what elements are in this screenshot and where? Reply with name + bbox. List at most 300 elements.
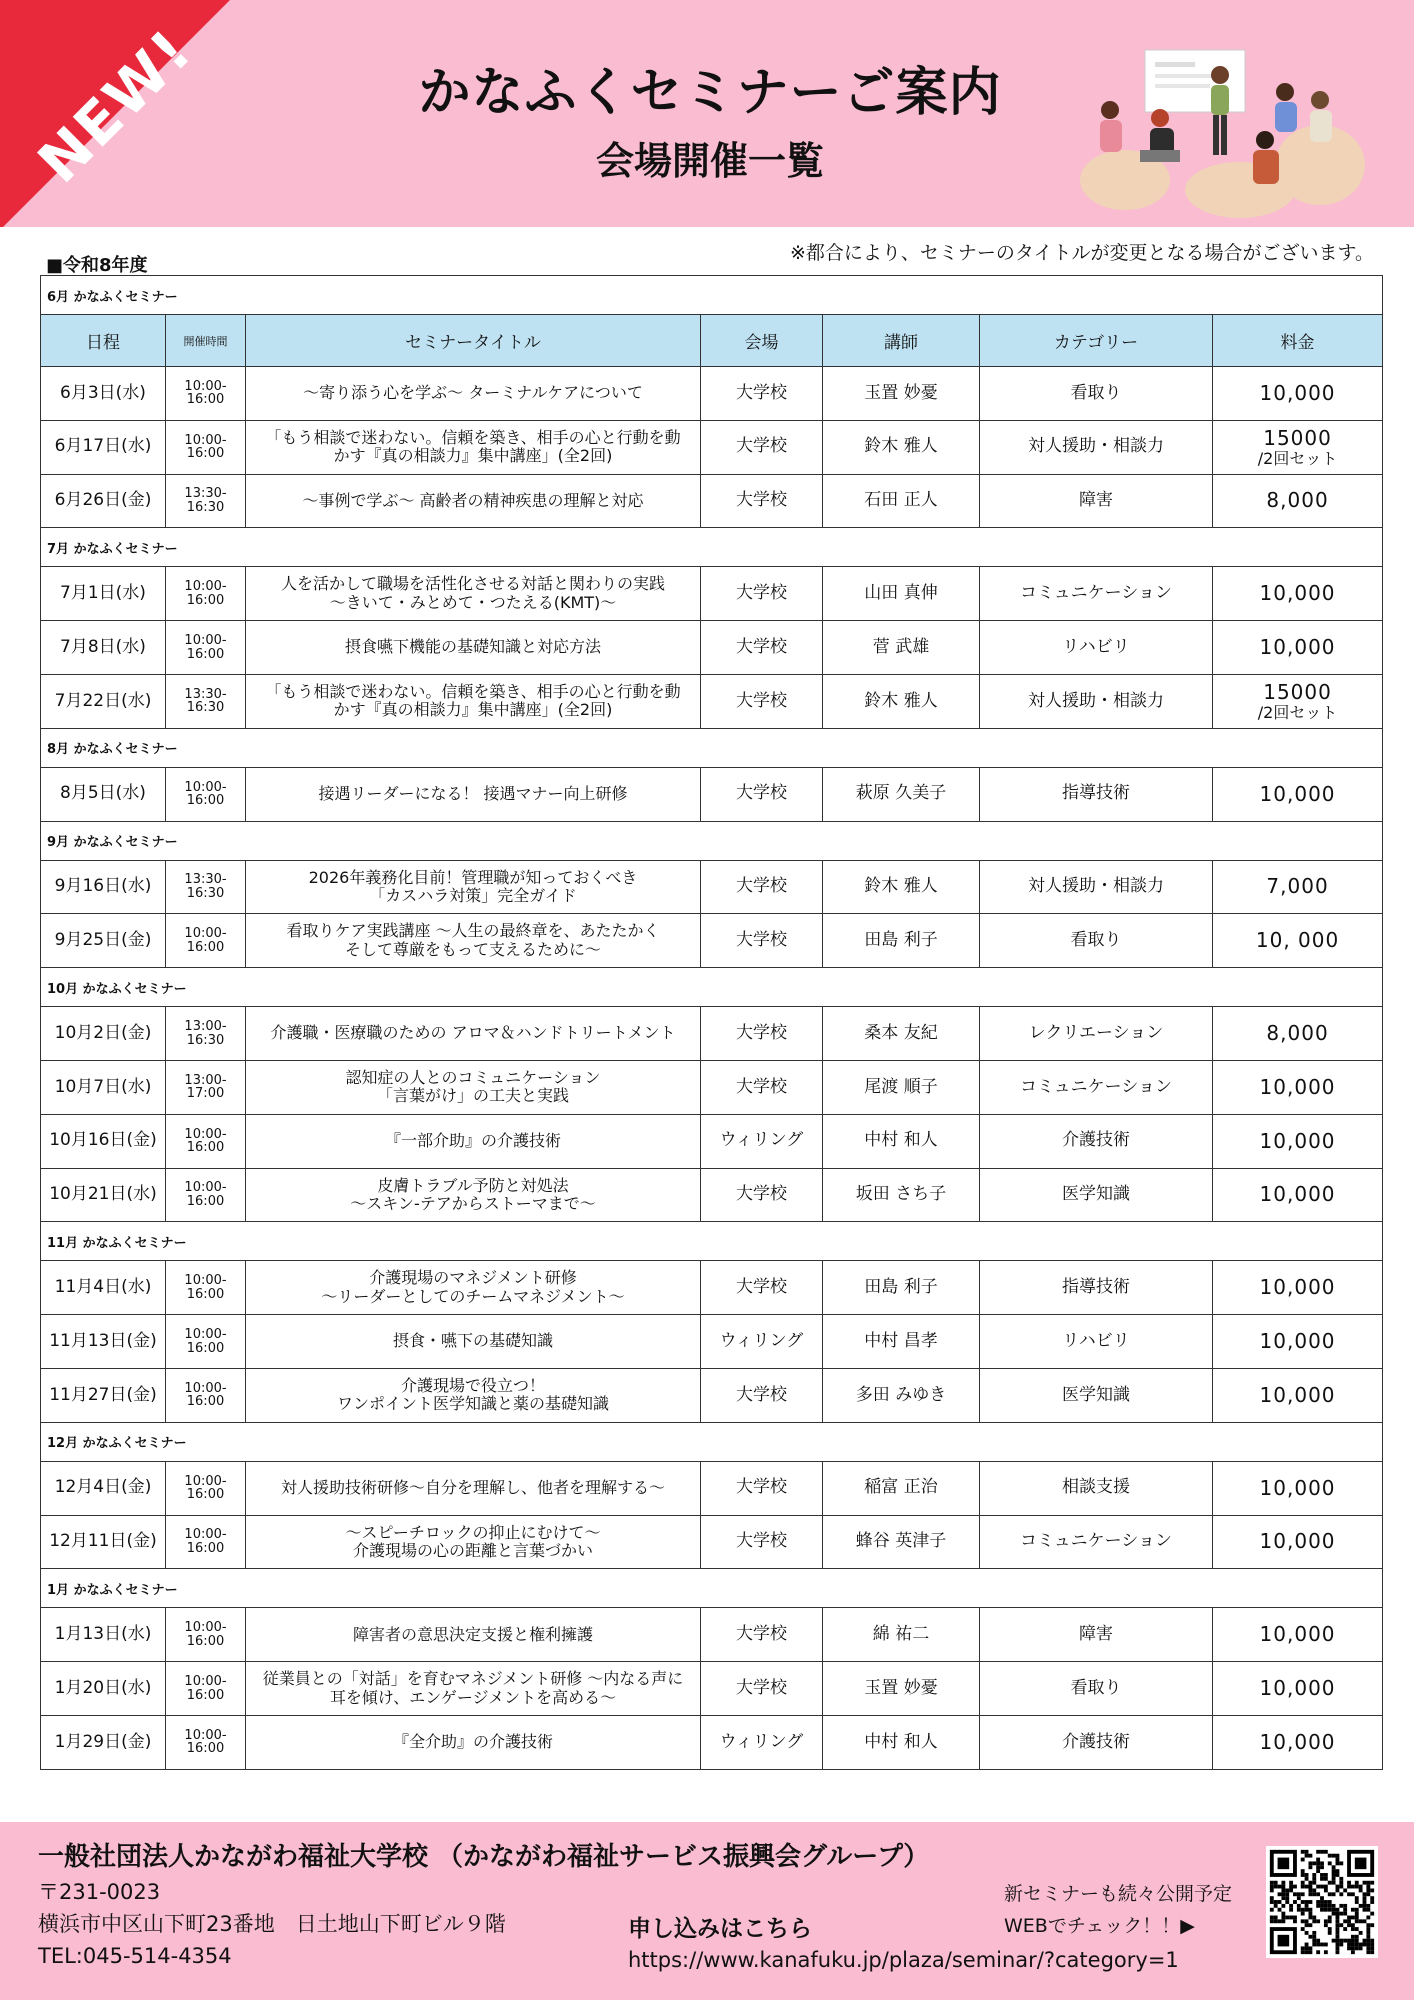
seminar-time-line: 16:00 xyxy=(186,446,225,462)
phone-number: TEL:045-514-4354 xyxy=(38,1944,232,1968)
seminar-time-line: 10:00- xyxy=(184,378,227,394)
seminar-time-line: 16:30 xyxy=(186,499,225,515)
contact-info xyxy=(38,1876,506,1972)
table-row xyxy=(41,860,1383,914)
seminar-title xyxy=(246,1461,701,1515)
month-row xyxy=(41,728,1383,767)
fee-amount: 10,000 xyxy=(1259,1128,1336,1153)
seminar-title xyxy=(246,1060,701,1114)
seminar-instructor: 萩原 久美子 xyxy=(823,767,980,821)
fee-amount: 10,000 xyxy=(1259,1676,1336,1701)
seminar-time xyxy=(166,1168,246,1222)
table-row xyxy=(41,474,1383,528)
seminar-title xyxy=(246,1168,701,1222)
seminar-fee xyxy=(1213,1662,1383,1716)
seminar-time-line: 13:30- xyxy=(184,686,227,702)
seminar-title-line: ～スピーチロックの抑止にむけて～ xyxy=(345,1522,601,1542)
seminar-time-line: 10:00- xyxy=(184,1273,227,1289)
month-row xyxy=(41,528,1383,567)
seminar-date: 9月25日(金) xyxy=(41,914,166,968)
seminar-venue: 大学校 xyxy=(701,567,823,621)
seminar-fee xyxy=(1213,1060,1383,1114)
table-row xyxy=(41,674,1383,728)
seminar-time-line: 16:00 xyxy=(186,1340,225,1356)
month-row xyxy=(41,1569,1383,1608)
fee-amount: 10,000 xyxy=(1259,1622,1336,1647)
seminar-instructor: 中村 和人 xyxy=(823,1715,980,1769)
seminar-instructor: 山田 真伸 xyxy=(823,567,980,621)
seminar-time-line: 16:00 xyxy=(186,1286,225,1302)
seminar-time-line: 10:00- xyxy=(184,579,227,595)
fee-amount: 10,000 xyxy=(1259,380,1336,405)
table-row xyxy=(41,1662,1383,1716)
seminar-time-line: 16:00 xyxy=(186,1633,225,1649)
seminar-instructor: 田島 利子 xyxy=(823,1261,980,1315)
seminar-venue: 大学校 xyxy=(701,1368,823,1422)
seminar-date: 8月5日(水) xyxy=(41,767,166,821)
seminar-time xyxy=(166,914,246,968)
seminar-time xyxy=(166,767,246,821)
seminar-venue: 大学校 xyxy=(701,367,823,421)
seminar-title-line: 介護現場で役立つ！ xyxy=(400,1375,545,1395)
seminar-title xyxy=(246,1515,701,1569)
fee-amount: 10, 000 xyxy=(1255,928,1340,953)
seminar-title xyxy=(246,1315,701,1369)
seminar-time-line: 13:30- xyxy=(184,872,227,888)
seminar-instructor: 菅 武雄 xyxy=(823,621,980,675)
seminar-venue: 大学校 xyxy=(701,621,823,675)
seminar-time-line: 16:00 xyxy=(186,646,225,662)
seminar-category: 障害 xyxy=(980,474,1213,528)
seminar-title xyxy=(246,621,701,675)
seminar-title-line: 摂食・嚥下の基礎知識 xyxy=(392,1331,553,1351)
fiscal-year-label: ■令和8年度 xyxy=(46,255,148,276)
seminar-table xyxy=(40,275,1383,1770)
seminar-venue: ウィリング xyxy=(701,1715,823,1769)
seminar-time xyxy=(166,420,246,474)
seminar-date: 10月21日(水) xyxy=(41,1168,166,1222)
page-title: かなふくセミナーご案内 xyxy=(418,63,1002,123)
table-row xyxy=(41,1315,1383,1369)
table-row xyxy=(41,1715,1383,1769)
seminar-venue: 大学校 xyxy=(701,1608,823,1662)
seminar-title-line: かす『真の相談力』集中講座」(全2回) xyxy=(333,700,613,720)
fee-amount: 10,000 xyxy=(1259,1382,1336,1407)
seminar-time-line: 13:00- xyxy=(184,1072,227,1088)
seminar-category: 医学知識 xyxy=(980,1368,1213,1422)
column-header: 日程 xyxy=(41,315,166,367)
seminar-venue: 大学校 xyxy=(701,420,823,474)
seminar-date: 9月16日(水) xyxy=(41,860,166,914)
seminar-fee xyxy=(1213,914,1383,968)
seminar-date: 11月13日(金) xyxy=(41,1315,166,1369)
seminar-time-line: 16:00 xyxy=(186,1193,225,1209)
column-header: セミナータイトル xyxy=(246,315,701,367)
seminar-title xyxy=(246,1368,701,1422)
seminar-title-line: 耳を傾け、エンゲージメントを高める～ xyxy=(329,1687,617,1707)
seminar-instructor: 稲富 正治 xyxy=(823,1461,980,1515)
month-row xyxy=(41,276,1383,315)
seminar-title-line: 皮膚トラブル予防と対処法 xyxy=(377,1175,569,1195)
seminar-title xyxy=(246,767,701,821)
seminar-title-line: ～スキン-テアからストーマまで～ xyxy=(350,1193,596,1213)
seminar-title-line: かす『真の相談力』集中講座」(全2回) xyxy=(333,446,613,466)
seminar-category: レクリエーション xyxy=(980,1007,1213,1061)
seminar-time-line: 16:00 xyxy=(186,939,225,955)
seminar-category: リハビリ xyxy=(980,621,1213,675)
seminar-date: 1月29日(金) xyxy=(41,1715,166,1769)
fee-amount: 15000 xyxy=(1263,679,1332,704)
seminar-time xyxy=(166,1662,246,1716)
seminar-title xyxy=(246,914,701,968)
seminar-title-line: 接遇リーダーになる！ 接遇マナー向上研修 xyxy=(318,783,628,803)
seminar-category: 指導技術 xyxy=(980,767,1213,821)
seminar-date: 12月11日(金) xyxy=(41,1515,166,1569)
table-row xyxy=(41,420,1383,474)
seminar-venue: 大学校 xyxy=(701,914,823,968)
table-row xyxy=(41,1114,1383,1168)
seminar-category: 障害 xyxy=(980,1608,1213,1662)
seminar-date: 10月16日(金) xyxy=(41,1114,166,1168)
seminar-time xyxy=(166,1715,246,1769)
seminar-venue: 大学校 xyxy=(701,1060,823,1114)
seminar-time-line: 16:00 xyxy=(186,793,225,809)
seminar-time xyxy=(166,1114,246,1168)
seminar-instructor: 鈴木 雅人 xyxy=(823,860,980,914)
seminar-fee xyxy=(1213,1114,1383,1168)
table-row xyxy=(41,1261,1383,1315)
seminar-fee xyxy=(1213,567,1383,621)
column-header: 料金 xyxy=(1213,315,1383,367)
seminar-venue: 大学校 xyxy=(701,860,823,914)
seminar-venue: 大学校 xyxy=(701,1461,823,1515)
seminar-instructor: 綿 祐二 xyxy=(823,1608,980,1662)
seminar-time-line: 10:00- xyxy=(184,1673,227,1689)
seminar-category: 看取り xyxy=(980,1662,1213,1716)
seminar-date: 7月22日(水) xyxy=(41,674,166,728)
seminar-date: 11月4日(水) xyxy=(41,1261,166,1315)
seminar-date: 6月26日(金) xyxy=(41,474,166,528)
seminar-time-line: 16:30 xyxy=(186,1032,225,1048)
seminar-time-line: 10:00- xyxy=(184,1473,227,1489)
seminar-fee xyxy=(1213,860,1383,914)
fee-amount: 10,000 xyxy=(1259,1329,1336,1354)
seminar-fee xyxy=(1213,621,1383,675)
seminar-date: 7月1日(水) xyxy=(41,567,166,621)
seminar-date: 7月8日(水) xyxy=(41,621,166,675)
seminar-fee xyxy=(1213,367,1383,421)
seminar-category: 対人援助・相談力 xyxy=(980,420,1213,474)
seminar-date: 10月7日(水) xyxy=(41,1060,166,1114)
seminar-fee xyxy=(1213,767,1383,821)
title-change-notice: ※都合により、セミナーのタイトルが変更となる場合がございます。 xyxy=(789,242,1374,264)
seminar-instructor: 玉置 妙憂 xyxy=(823,1662,980,1716)
seminar-date: 12月4日(金) xyxy=(41,1461,166,1515)
seminar-venue: 大学校 xyxy=(701,767,823,821)
seminar-venue: ウィリング xyxy=(701,1315,823,1369)
seminar-title-line: 「言葉がけ」の工夫と実践 xyxy=(376,1086,569,1106)
organization-name: 一般社団法人かながわ福祉大学校 （かながわ福祉サービス振興会グループ） xyxy=(38,1842,930,1872)
seminar-time-line: 10:00- xyxy=(184,1326,227,1342)
seminar-category: コミュニケーション xyxy=(980,1060,1213,1114)
seminar-time-line: 10:00- xyxy=(184,926,227,942)
month-label: 12月 かなふくセミナー xyxy=(41,1422,1383,1461)
seminar-time xyxy=(166,1368,246,1422)
table-row xyxy=(41,1515,1383,1569)
seminar-time-line: 16:00 xyxy=(186,1741,225,1757)
seminar-instructor: 玉置 妙憂 xyxy=(823,367,980,421)
fee-amount: 10,000 xyxy=(1259,1275,1336,1300)
seminar-category: 医学知識 xyxy=(980,1168,1213,1222)
seminar-venue: 大学校 xyxy=(701,474,823,528)
seminar-title-line: ワンポイント医学知識と薬の基礎知識 xyxy=(336,1394,609,1414)
seminar-title xyxy=(246,860,701,914)
seminar-title-line: 人を活かして職場を活性化させる対話と関わりの実践 xyxy=(280,574,665,594)
seminar-time-line: 13:30- xyxy=(184,486,227,502)
seminar-fee xyxy=(1213,1315,1383,1369)
new-badge-text: NEW! xyxy=(24,15,206,197)
seminar-title xyxy=(246,420,701,474)
seminar-title-line: 介護職・医療職のための アロマ＆ハンドトリートメント xyxy=(270,1023,676,1043)
seminar-fee xyxy=(1213,1608,1383,1662)
table-row xyxy=(41,1060,1383,1114)
column-header: カテゴリー xyxy=(980,315,1213,367)
table-row xyxy=(41,621,1383,675)
fee-amount: 10,000 xyxy=(1259,581,1336,606)
seminar-title-line: 『全介助』の介護技術 xyxy=(392,1732,553,1752)
qr-code[interactable] xyxy=(1266,1846,1378,1958)
seminar-fee xyxy=(1213,1261,1383,1315)
seminar-category: リハビリ xyxy=(980,1315,1213,1369)
seminar-title-line: 2026年義務化目前！管理職が知っておくべき xyxy=(308,867,638,887)
seminar-fee xyxy=(1213,1461,1383,1515)
seminar-category: 対人援助・相談力 xyxy=(980,860,1213,914)
seminar-time-line: 16:00 xyxy=(186,1540,225,1556)
seminar-category: 看取り xyxy=(980,367,1213,421)
seminar-fee xyxy=(1213,1715,1383,1769)
fee-note: /2回セット xyxy=(1257,448,1338,468)
seminar-instructor: 多田 みゆき xyxy=(823,1368,980,1422)
seminar-time-line: 16:00 xyxy=(186,592,225,608)
table-row xyxy=(41,1368,1383,1422)
seminar-venue: 大学校 xyxy=(701,1515,823,1569)
seminar-time-line: 13:00- xyxy=(184,1018,227,1034)
fee-amount: 15000 xyxy=(1263,425,1332,450)
table-row xyxy=(41,367,1383,421)
seminar-title-line: 『一部介助』の介護技術 xyxy=(384,1130,561,1150)
seminar-title-line: 従業員との「対話」を育むマネジメント研修 ～内なる声に xyxy=(262,1669,684,1689)
seminar-illustration xyxy=(1070,40,1370,220)
seminar-fee xyxy=(1213,474,1383,528)
month-label: 10月 かなふくセミナー xyxy=(41,968,1383,1007)
seminar-instructor: 鈴木 雅人 xyxy=(823,674,980,728)
seminar-title xyxy=(246,567,701,621)
apply-link[interactable]: https://www.kanafuku.jp/plaza/seminar/?category=1 xyxy=(628,1948,1179,1972)
seminar-title-line: ～リーダーとしてのチームマネジメント～ xyxy=(321,1286,625,1306)
seminar-title-line: 介護現場のマネジメント研修 xyxy=(369,1268,577,1288)
month-label: 8月 かなふくセミナー xyxy=(41,728,1383,767)
month-row xyxy=(41,968,1383,1007)
seminar-date: 10月2日(金) xyxy=(41,1007,166,1061)
seminar-title-line: 摂食嚥下機能の基礎知識と対応方法 xyxy=(344,637,601,657)
seminar-fee xyxy=(1213,420,1383,474)
column-header: 開催時間 xyxy=(166,315,246,367)
month-label: 7月 かなふくセミナー xyxy=(41,528,1383,567)
seminar-title xyxy=(246,1261,701,1315)
seminar-time-line: 10:00- xyxy=(184,632,227,648)
seminar-title xyxy=(246,367,701,421)
seminar-time-line: 10:00- xyxy=(184,432,227,448)
fee-amount: 7,000 xyxy=(1266,874,1329,899)
fee-amount: 10,000 xyxy=(1259,1729,1336,1754)
seminar-time xyxy=(166,567,246,621)
seminar-time-line: 10:00- xyxy=(184,1380,227,1396)
table-row xyxy=(41,767,1383,821)
month-label: 6月 かなふくセミナー xyxy=(41,276,1383,315)
seminar-category: 介護技術 xyxy=(980,1114,1213,1168)
seminar-venue: 大学校 xyxy=(701,1261,823,1315)
seminar-fee xyxy=(1213,1007,1383,1061)
table-row xyxy=(41,1168,1383,1222)
seminar-category: 介護技術 xyxy=(980,1715,1213,1769)
fee-amount: 10,000 xyxy=(1259,1529,1336,1554)
seminar-title-line: 障害者の意思決定支援と権利擁護 xyxy=(352,1624,593,1644)
seminar-category: 対人援助・相談力 xyxy=(980,674,1213,728)
seminar-title-line: 介護現場の心の距離と言葉づかい xyxy=(352,1540,593,1560)
fee-amount: 8,000 xyxy=(1266,488,1329,513)
seminar-venue: 大学校 xyxy=(701,1168,823,1222)
table-row xyxy=(41,567,1383,621)
seminar-time xyxy=(166,1515,246,1569)
seminar-fee xyxy=(1213,674,1383,728)
seminar-category: 相談支援 xyxy=(980,1461,1213,1515)
seminar-instructor: 田島 利子 xyxy=(823,914,980,968)
seminar-fee xyxy=(1213,1515,1383,1569)
fee-amount: 10,000 xyxy=(1259,781,1336,806)
fee-amount: 10,000 xyxy=(1259,1074,1336,1099)
seminar-date: 6月3日(水) xyxy=(41,367,166,421)
seminar-category: コミュニケーション xyxy=(980,567,1213,621)
month-row xyxy=(41,1422,1383,1461)
seminar-time-line: 16:00 xyxy=(186,1394,225,1410)
seminar-time-line: 10:00- xyxy=(184,779,227,795)
seminar-time-line: 16:00 xyxy=(186,392,225,408)
month-row xyxy=(41,1222,1383,1261)
seminar-time-line: 16:30 xyxy=(186,700,225,716)
seminar-instructor: 鈴木 雅人 xyxy=(823,420,980,474)
fee-amount: 8,000 xyxy=(1266,1021,1329,1046)
promo-line-2[interactable]: WEBでチェック！！▶ xyxy=(1004,1915,1195,1937)
new-badge xyxy=(0,0,230,227)
seminar-time xyxy=(166,474,246,528)
table-header-row xyxy=(41,315,1383,367)
seminar-title-line: 「もう相談で迷わない。信頼を築き、相手の心と行動を動 xyxy=(265,681,681,701)
postal-code: 〒231-0023 xyxy=(38,1880,161,1904)
seminar-time-line: 16:00 xyxy=(186,1487,225,1503)
month-row xyxy=(41,821,1383,860)
seminar-title xyxy=(246,1114,701,1168)
seminar-time xyxy=(166,1315,246,1369)
seminar-venue: 大学校 xyxy=(701,674,823,728)
column-header: 会場 xyxy=(701,315,823,367)
seminar-category: 看取り xyxy=(980,914,1213,968)
seminar-title-line: ～事例で学ぶ～ 高齢者の精神疾患の理解と対応 xyxy=(302,490,644,510)
seminar-title xyxy=(246,1608,701,1662)
month-label: 1月 かなふくセミナー xyxy=(41,1569,1383,1608)
seminar-title-line: 看取りケア実践講座 ～人生の最終章を、あたたかく xyxy=(286,921,660,941)
seminar-instructor: 中村 和人 xyxy=(823,1114,980,1168)
seminar-date: 1月20日(水) xyxy=(41,1662,166,1716)
seminar-time xyxy=(166,860,246,914)
seminar-title-line: 対人援助技術研修～自分を理解し、他者を理解する～ xyxy=(280,1477,665,1497)
seminar-title xyxy=(246,674,701,728)
seminar-title-line: ～寄り添う心を学ぶ～ ターミナルケアについて xyxy=(303,383,643,403)
month-label: 9月 かなふくセミナー xyxy=(41,821,1383,860)
seminar-time xyxy=(166,621,246,675)
page-subtitle: 会場開催一覧 xyxy=(595,139,824,183)
seminar-title xyxy=(246,474,701,528)
seminar-time xyxy=(166,1261,246,1315)
seminar-venue: 大学校 xyxy=(701,1662,823,1716)
seminar-instructor: 石田 正人 xyxy=(823,474,980,528)
seminar-instructor: 桑本 友紀 xyxy=(823,1007,980,1061)
seminar-date: 11月27日(金) xyxy=(41,1368,166,1422)
fee-note: /2回セット xyxy=(1257,702,1338,722)
seminar-time-line: 10:00- xyxy=(184,1727,227,1743)
seminar-schedule xyxy=(40,275,1382,1770)
table-row xyxy=(41,1007,1383,1061)
seminar-title-line: 認知症の人とのコミュニケーション xyxy=(345,1067,601,1087)
apply-heading: 申し込みはこちら xyxy=(628,1916,812,1942)
seminar-category: コミュニケーション xyxy=(980,1515,1213,1569)
seminar-time-line: 16:30 xyxy=(186,885,225,901)
seminar-instructor: 蜂谷 英津子 xyxy=(823,1515,980,1569)
seminar-time-line: 10:00- xyxy=(184,1126,227,1142)
fee-amount: 10,000 xyxy=(1259,635,1336,660)
column-header: 講師 xyxy=(823,315,980,367)
seminar-time xyxy=(166,674,246,728)
footer-banner xyxy=(0,1822,1414,2000)
seminar-date: 6月17日(水) xyxy=(41,420,166,474)
seminar-time xyxy=(166,1007,246,1061)
seminar-title xyxy=(246,1715,701,1769)
seminar-title-line: そして尊厳をもって支えるために～ xyxy=(344,939,601,959)
seminar-title-line: 「もう相談で迷わない。信頼を築き、相手の心と行動を動 xyxy=(265,427,681,447)
seminar-time xyxy=(166,1060,246,1114)
seminar-title xyxy=(246,1662,701,1716)
seminar-time-line: 17:00 xyxy=(186,1086,225,1102)
table-row xyxy=(41,914,1383,968)
address: 横浜市中区山下町23番地 日土地山下町ビル９階 xyxy=(38,1912,506,1936)
table-row xyxy=(41,1461,1383,1515)
promo-text xyxy=(1004,1878,1232,1942)
seminar-time xyxy=(166,1461,246,1515)
seminar-time-line: 10:00- xyxy=(184,1180,227,1196)
seminar-fee xyxy=(1213,1368,1383,1422)
seminar-title-line: ～きいて・みとめて・つたえる(KMT)～ xyxy=(329,592,617,612)
fee-amount: 10,000 xyxy=(1259,1182,1336,1207)
header-banner xyxy=(0,0,1414,227)
promo-line-1: 新セミナーも続々公開予定 xyxy=(1004,1883,1233,1905)
seminar-fee xyxy=(1213,1168,1383,1222)
table-row xyxy=(41,1608,1383,1662)
seminar-time-line: 10:00- xyxy=(184,1620,227,1636)
seminar-venue: ウィリング xyxy=(701,1114,823,1168)
seminar-instructor: 尾渡 順子 xyxy=(823,1060,980,1114)
seminar-instructor: 中村 昌孝 xyxy=(823,1315,980,1369)
seminar-title xyxy=(246,1007,701,1061)
seminar-time xyxy=(166,1608,246,1662)
